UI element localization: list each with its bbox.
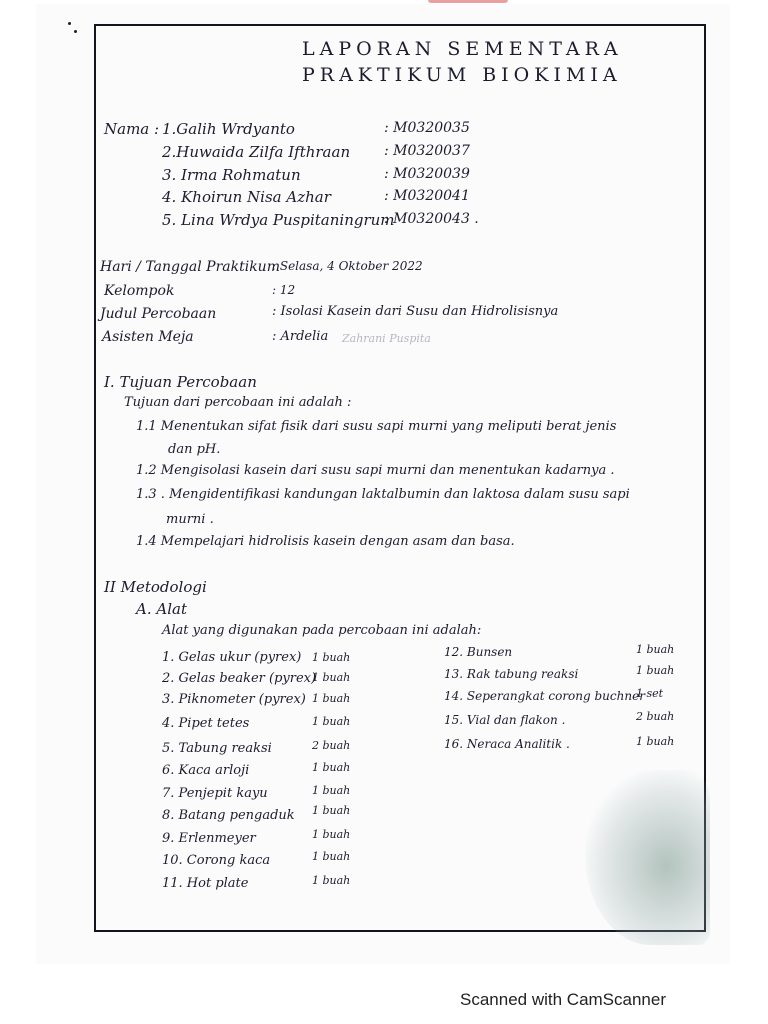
info-value: : Ardelia: [272, 329, 329, 344]
tool-item: 5. Tabung reaksi: [162, 741, 272, 756]
tool-qty: 2 buah: [312, 739, 351, 752]
objective-line: 1.3 . Mengidentifikasi kandungan laktalbumin dan laktosa dalam susu sapi: [136, 487, 630, 502]
tool-qty: 1 buah: [312, 715, 351, 728]
section-intro: Alat yang digunakan pada percobaan ini adalah:: [162, 623, 482, 638]
member-name: 3. Irma Rohmatun: [162, 166, 301, 184]
tool-item: 9. Erlenmeyer: [162, 831, 256, 846]
tool-qty: 1 buah: [312, 804, 351, 817]
member-name: 4. Khoirun Nisa Azhar: [162, 188, 331, 206]
tool-item: 13. Rak tabung reaksi: [444, 667, 579, 681]
info-label: Asisten Meja: [102, 329, 194, 345]
member-nim: : M0320037: [384, 143, 470, 159]
tool-item: 16. Neraca Analitik .: [444, 737, 570, 751]
names-label: Nama :: [104, 120, 160, 138]
member-nim: : M0320039: [384, 166, 470, 182]
info-label: Kelompok: [104, 283, 175, 299]
member-nim: : M0320041: [384, 188, 470, 204]
tool-item: 12. Bunsen: [444, 645, 513, 659]
report-subtitle: PRAKTIKUM BIOKIMIA: [302, 64, 622, 86]
member-name: 2.Huwaida Zilfa Ifthraan: [162, 143, 351, 161]
top-edge-mark: [428, 0, 508, 3]
tool-item: 6. Kaca arloji: [162, 763, 250, 778]
member-name: 5. Lina Wrdya Puspitaningrum: [162, 211, 395, 229]
info-label: Hari / Tanggal Praktikum: [100, 259, 280, 275]
tool-qty: 1 buah: [312, 784, 351, 797]
section-intro: Tujuan dari percobaan ini adalah :: [124, 395, 352, 410]
tool-qty: 1 buah: [312, 671, 351, 684]
report-title: LAPORAN SEMENTARA: [302, 38, 623, 60]
tool-qty: 1 buah: [636, 735, 675, 748]
info-value-faint: Zahrani Puspita: [342, 332, 431, 345]
objective-line: 1.2 Mengisolasi kasein dari susu sapi murni dan menentukan kadarnya .: [136, 463, 615, 478]
tool-qty: 1 buah: [312, 761, 351, 774]
objective-line: dan pH.: [168, 442, 221, 457]
tool-qty: 1 buah: [312, 692, 351, 705]
section-heading: II Metodologi: [104, 578, 207, 596]
speck: [74, 30, 77, 33]
tool-qty: 1 buah: [636, 664, 675, 677]
tool-qty: 2 buah: [636, 710, 675, 723]
tool-item: 1. Gelas ukur (pyrex): [162, 650, 302, 665]
tool-item: 2. Gelas beaker (pyrex): [162, 671, 317, 686]
tool-qty: 1 buah: [312, 850, 351, 863]
objective-line: murni .: [166, 512, 214, 527]
info-label: Judul Percobaan: [100, 306, 217, 322]
camscanner-watermark: Scanned with CamScanner: [460, 990, 667, 1009]
objective-line: 1.1 Menentukan sifat fisik dari susu sapi murni yang meliputi berat jenis: [136, 419, 617, 434]
info-value: : 12: [272, 283, 296, 297]
tool-item: 11. Hot plate: [162, 876, 249, 891]
tool-qty: 1 set: [636, 687, 664, 700]
tool-qty: 1 buah: [312, 651, 351, 664]
tool-item: 14. Seperangkat corong buchner: [444, 689, 645, 703]
water-stain: [585, 770, 710, 945]
section-heading: I. Tujuan Percobaan: [104, 373, 257, 391]
member-nim: : M0320043 .: [384, 211, 479, 227]
member-nim: : M0320035: [384, 120, 470, 136]
objective-line: 1.4 Mempelajari hidrolisis kasein dengan asam dan basa.: [136, 534, 515, 549]
tool-item: 3. Piknometer (pyrex): [162, 692, 306, 707]
tool-item: 10. Corong kaca: [162, 853, 271, 868]
tool-item: 7. Penjepit kayu: [162, 786, 268, 801]
subsection-heading: A. Alat: [136, 600, 187, 618]
tool-item: 15. Vial dan flakon .: [444, 713, 566, 727]
member-name: 1.Galih Wrdyanto: [162, 120, 295, 138]
tool-qty: 1 buah: [636, 643, 675, 656]
info-value: : Selasa, 4 Oktober 2022: [272, 259, 423, 273]
tool-qty: 1 buah: [312, 874, 351, 887]
speck: [68, 22, 71, 25]
info-value: : Isolasi Kasein dari Susu dan Hidrolisisnya: [272, 304, 559, 319]
tool-qty: 1 buah: [312, 828, 351, 841]
tool-item: 8. Batang pengaduk: [162, 808, 295, 823]
tool-item: 4. Pipet tetes: [162, 716, 250, 731]
